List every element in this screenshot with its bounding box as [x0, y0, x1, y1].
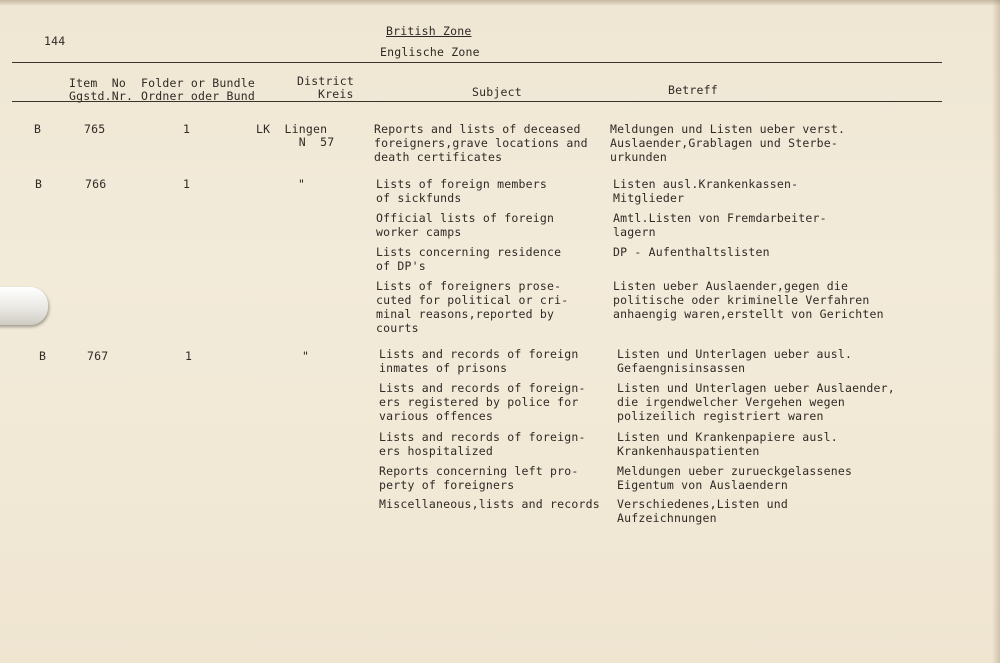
subject-de-line: politische oder kriminelle Verfahren [613, 293, 870, 307]
subject-de-line: lagern [613, 225, 656, 239]
subject-en-line: various offences [379, 409, 493, 423]
subject-en [374, 122, 588, 164]
subject-en-line: minal reasons,reported by [376, 307, 555, 321]
subject-de [617, 464, 852, 492]
header-folder-line2: Ordner oder Bund [141, 89, 255, 103]
entry-folder: 1 [183, 177, 191, 191]
subject-en [379, 430, 586, 458]
subject-en [376, 279, 568, 335]
subject-de-line: Krankenhauspatienten [617, 444, 760, 458]
entry-folder: 1 [185, 349, 193, 363]
subject-de [617, 430, 838, 458]
subject-en-line: worker camps [376, 225, 462, 239]
entry-folder: 1 [183, 122, 191, 136]
entry-number: 766 [85, 177, 107, 191]
page-number: 144 [44, 34, 66, 48]
subject-de-line: Meldungen und Listen ueber verst. [610, 122, 846, 136]
entry-district: " [302, 349, 310, 363]
subject-de [613, 211, 827, 239]
subject-de-line: die irgendwelcher Vergehen wegen [617, 395, 845, 409]
subject-en-line: cuted for political or cri- [376, 293, 569, 307]
entry-district: " [298, 177, 306, 191]
subject-en [376, 177, 547, 205]
subject-de [617, 381, 895, 423]
page-top-shadow [0, 0, 1000, 6]
entry-number: 767 [87, 349, 109, 363]
subject-en [379, 497, 600, 511]
header-item-line1: Item No [69, 76, 126, 90]
subject-de-line: Listen und Unterlagen ueber ausl. [617, 347, 853, 361]
subject-en-line: courts [376, 321, 419, 335]
subject-en-line: Official lists of foreign [376, 211, 555, 225]
subject-en-line: of sickfunds [376, 191, 462, 205]
subject-de [613, 177, 798, 205]
page-tab-marker [0, 287, 48, 325]
entry-district: LK Lingen [256, 122, 328, 136]
subject-en [376, 245, 561, 273]
entry-number: 765 [84, 122, 106, 136]
subject-en-line: inmates of prisons [379, 361, 508, 375]
subject-de-line: urkunden [610, 150, 667, 164]
subject-de-line: anhaengig waren,erstellt von Gerichten [613, 307, 884, 321]
subject-de-line: Auslaender,Grablagen und Sterbe- [610, 136, 838, 150]
page-title: British Zone [386, 24, 472, 38]
subject-de-line: Listen ueber Auslaender,gegen die [613, 279, 849, 293]
subject-en-line: Lists and records of foreign- [379, 430, 586, 444]
subject-de-line: Listen und Krankenpapiere ausl. [617, 430, 838, 444]
subject-en-line: death certificates [374, 150, 503, 164]
subject-en [376, 211, 554, 239]
subject-de-line: Eigentum von Auslaendern [617, 478, 788, 492]
subject-de [617, 347, 852, 375]
page-right-shadow [992, 0, 1000, 663]
subject-en [379, 381, 586, 423]
subject-de-line: polizeilich registriert waren [617, 409, 824, 423]
header-folder-line1: Folder or Bundle [141, 76, 255, 90]
subject-en-line: of DP's [376, 259, 426, 273]
page-subtitle: Englische Zone [380, 45, 480, 59]
subject-en-line: Lists and records of foreign- [379, 381, 586, 395]
entry-series: B [34, 122, 42, 136]
subject-en-line: Reports and lists of deceased [374, 122, 581, 136]
subject-de-line: Meldungen ueber zurueckgelassenes [617, 464, 853, 478]
subject-de-line: Listen und Unterlagen ueber Auslaender, [617, 381, 895, 395]
subject-en-line: Lists and records of foreign [379, 347, 579, 361]
subject-en [379, 464, 578, 492]
subject-en-line: foreigners,grave locations and [374, 136, 588, 150]
subject-de [613, 245, 770, 259]
header-district-line1: District [297, 74, 354, 88]
subject-de [613, 279, 884, 321]
header-item-line2: Ggstd.Nr. [69, 89, 134, 103]
subject-en-line: Lists of foreign members [376, 177, 547, 191]
header-bottom-rule [12, 101, 942, 102]
subject-de-line: Amtl.Listen von Fremdarbeiter- [613, 211, 827, 225]
subject-en-line: Lists of foreigners prose- [376, 279, 562, 293]
header-district-line2: Kreis [318, 87, 354, 101]
entry-series: B [35, 177, 43, 191]
header-top-rule [12, 62, 942, 63]
subject-en-line: Lists concerning residence [376, 245, 562, 259]
subject-en-line: ers registered by police for [379, 395, 579, 409]
subject-de [617, 497, 788, 525]
subject-de-line: Listen ausl.Krankenkassen- [613, 177, 799, 191]
subject-en-line: perty of foreigners [379, 478, 515, 492]
subject-de-line: Aufzeichnungen [617, 511, 717, 525]
subject-de-line: Verschiedenes,Listen und [617, 497, 788, 511]
subject-en-line: Miscellaneous,lists and records [379, 497, 600, 511]
subject-de [610, 122, 845, 164]
subject-de-line: Gefaengnisinsassen [617, 361, 746, 375]
subject-de-line: DP - Aufenthaltslisten [613, 245, 770, 259]
subject-en-line: Reports concerning left pro- [379, 464, 579, 478]
subject-en-line: ers hospitalized [379, 444, 493, 458]
subject-en [379, 347, 578, 375]
entry-series: B [39, 349, 47, 363]
entry-district: N 57 [256, 135, 335, 149]
subject-de-line: Mitglieder [613, 191, 685, 205]
header-betreff: Betreff [668, 83, 718, 97]
header-subject: Subject [472, 85, 522, 99]
